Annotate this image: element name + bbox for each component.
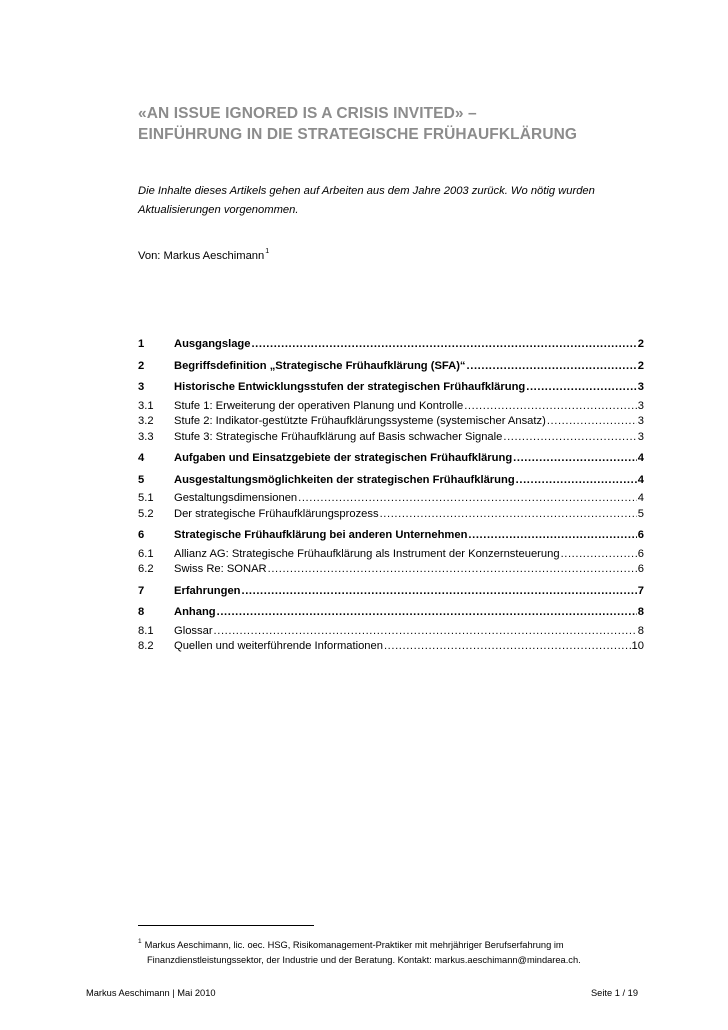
toc-entry[interactable]: [138, 473, 644, 489]
intro-line-2: Aktualisierungen vorgenommen.: [138, 204, 299, 216]
toc-entry[interactable]: [138, 562, 644, 578]
toc-entry-label: Stufe 1: Erweiterung der operativen Planung und Kontrolle: [174, 399, 464, 412]
toc-entry-page: 6: [637, 547, 644, 560]
author-name: Von: Markus Aeschimann: [138, 250, 265, 262]
toc-entry-page: 3: [637, 415, 644, 427]
toc-dot-leader: [384, 639, 631, 655]
toc-dot-leader: [268, 562, 637, 578]
toc-entry-number: 8.1: [138, 624, 154, 637]
toc-dot-leader: [298, 491, 637, 507]
footnote: [138, 934, 618, 968]
toc-entry-label: Stufe 2: Indikator-gestützte Frühaufklärungssysteme (systemischer Ansatz): [174, 415, 546, 427]
toc-entry-number: 5.2: [138, 507, 154, 520]
footer-author-date: Markus Aeschimann | Mai 2010: [86, 988, 216, 998]
toc-entry-page: 4: [637, 492, 644, 504]
title-line-1: «AN ISSUE IGNORED IS A CRISIS INVITED» –: [138, 105, 477, 122]
toc-entry-page: 3: [637, 430, 644, 443]
toc-entry-label: Gestaltungsdimensionen: [174, 492, 298, 504]
toc-dot-leader: [561, 547, 637, 563]
toc-entry[interactable]: [138, 430, 644, 446]
toc-dot-leader: [467, 359, 637, 375]
toc-entry-number: 5.1: [138, 492, 154, 504]
footnote-line-2: Finanzdienstleistungssektor, der Industrie und der Beratung. Kontakt: markus.aeschimann@mindarea.ch.: [147, 955, 581, 965]
toc-entry[interactable]: [138, 380, 644, 396]
toc-entry-label: Erfahrungen: [174, 584, 241, 597]
toc-entry-label: Der strategische Frühaufklärungsprozess: [174, 507, 379, 520]
toc-dot-leader: [214, 624, 637, 640]
toc-entry-number: 1: [138, 338, 145, 350]
toc-entry[interactable]: [138, 547, 644, 563]
toc-entry-number: 2: [138, 359, 145, 372]
toc-entry-number: 7: [138, 584, 145, 597]
intro-note: [138, 182, 658, 220]
toc-entry-number: 5: [138, 473, 145, 486]
toc-dot-leader: [242, 584, 637, 600]
toc-entry-page: 8: [637, 606, 644, 618]
toc-dot-leader: [217, 605, 637, 621]
toc-dot-leader: [513, 451, 637, 467]
toc-entry-page: 10: [631, 640, 644, 652]
toc-entry[interactable]: [138, 337, 644, 353]
toc-entry[interactable]: [138, 624, 644, 640]
footnote-divider: [138, 925, 314, 926]
page-footer: [86, 988, 638, 998]
toc-entry-page: 6: [637, 563, 644, 575]
toc-entry-number: 6.2: [138, 563, 154, 575]
toc-entry-number: 3.1: [138, 399, 154, 412]
toc-entry-number: 6.1: [138, 547, 154, 560]
toc-entry-page: 3: [637, 399, 644, 412]
toc-entry[interactable]: [138, 451, 644, 467]
toc-entry[interactable]: [138, 584, 644, 600]
toc-entry-label: Allianz AG: Strategische Frühaufklärung als Instrument der Konzernsteuerung: [174, 547, 560, 560]
title-line-2: EINFÜHRUNG IN DIE STRATEGISCHE FRÜHAUFKLÄRUNG: [138, 126, 578, 143]
toc-entry-number: 8: [138, 606, 145, 618]
toc-entry-page: 2: [637, 338, 644, 350]
footer-page-number: Seite 1 / 19: [590, 988, 638, 998]
intro-line-1: Die Inhalte dieses Artikels gehen auf Arbeiten aus dem Jahre 2003 zurück. Wo nötig wurden: [138, 185, 595, 197]
toc-entry-page: 8: [637, 624, 644, 637]
toc-entry-page: 3: [637, 381, 644, 393]
toc-entry-label: Stufe 3: Strategische Frühaufklärung auf Basis schwacher Signale: [174, 430, 503, 443]
toc-entry-page: 4: [637, 473, 644, 486]
toc-entry-page: 2: [637, 359, 644, 372]
toc-entry-number: 6: [138, 529, 145, 541]
toc-entry[interactable]: [138, 605, 644, 621]
table-of-contents: [138, 337, 644, 655]
toc-entry-page: 6: [637, 529, 644, 541]
toc-entry-number: 3.3: [138, 430, 154, 443]
toc-entry-label: Glossar: [174, 624, 213, 637]
footnote-number: 1: [138, 938, 142, 945]
toc-dot-leader: [516, 473, 637, 489]
toc-entry[interactable]: [138, 414, 644, 430]
toc-dot-leader: [503, 430, 636, 446]
toc-entry[interactable]: [138, 399, 644, 415]
toc-dot-leader: [251, 337, 636, 353]
toc-entry-number: 3: [138, 381, 145, 393]
toc-dot-leader: [468, 528, 636, 544]
toc-entry[interactable]: [138, 507, 644, 523]
toc-entry-label: Swiss Re: SONAR: [174, 563, 267, 575]
toc-entry[interactable]: [138, 639, 644, 655]
toc-entry-label: Ausgangslage: [174, 338, 251, 350]
toc-entry-number: 8.2: [138, 640, 154, 652]
toc-dot-leader: [547, 414, 637, 430]
document-title: [138, 103, 678, 145]
toc-entry-page: 5: [637, 507, 644, 520]
toc-entry-number: 3.2: [138, 415, 154, 427]
author-line: [138, 248, 269, 262]
toc-entry[interactable]: [138, 528, 644, 544]
toc-entry-page: 4: [637, 452, 644, 464]
toc-entry[interactable]: [138, 491, 644, 507]
toc-entry-label: Begriffsdefinition „Strategische Frühaufklärung (SFA)“: [174, 359, 466, 372]
toc-entry-label: Aufgaben und Einsatzgebiete der strategischen Frühaufklärung: [174, 452, 513, 464]
toc-entry-label: Historische Entwicklungsstufen der strategischen Frühaufklärung: [174, 381, 526, 393]
toc-dot-leader: [526, 380, 637, 396]
toc-entry-number: 4: [138, 452, 145, 464]
toc-dot-leader: [380, 507, 637, 523]
toc-entry-label: Anhang: [174, 606, 216, 618]
footnote-ref: 1: [265, 248, 270, 255]
toc-entry-label: Strategische Frühaufklärung bei anderen Unternehmen: [174, 529, 468, 541]
toc-entry[interactable]: [138, 359, 644, 375]
footnote-line-1: Markus Aeschimann, lic. oec. HSG, Risikomanagement-Praktiker mit mehrjähriger Berufserfahrung im: [144, 940, 564, 950]
toc-dot-leader: [464, 399, 637, 415]
toc-entry-page: 7: [637, 584, 644, 597]
toc-entry-label: Quellen und weiterführende Informationen: [174, 640, 383, 652]
toc-entry-label: Ausgestaltungsmöglichkeiten der strategischen Frühaufklärung: [174, 473, 515, 486]
